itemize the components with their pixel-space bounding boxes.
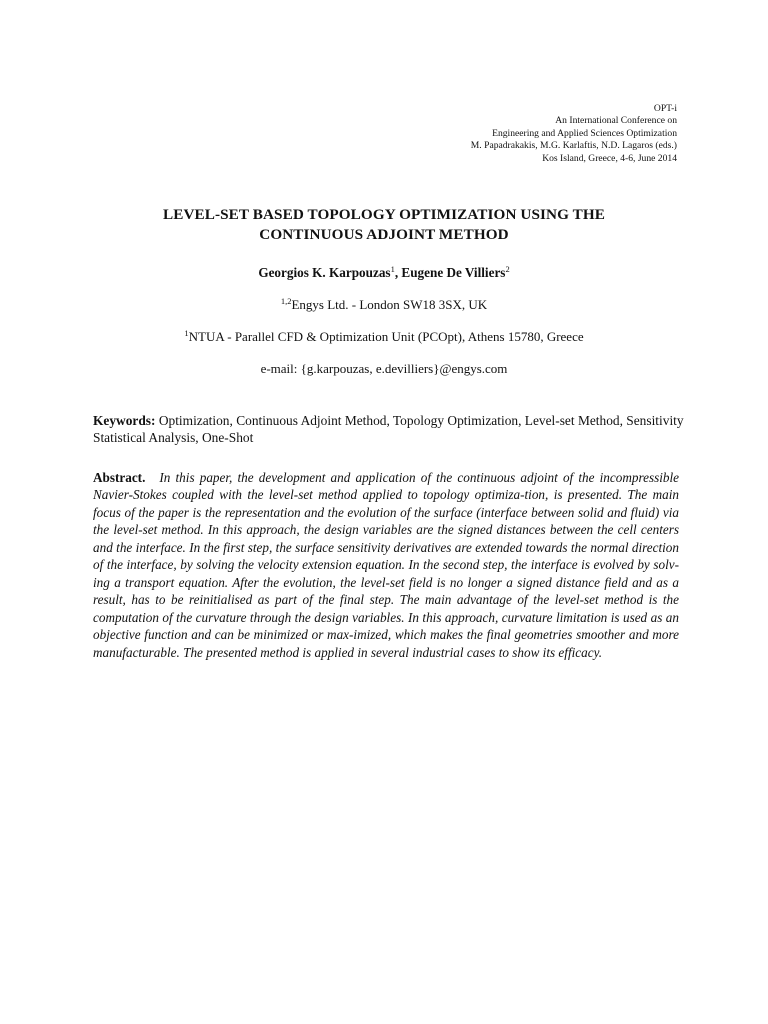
keywords-text: Optimization, Continuous Adjoint Method, Topology Optimization, Level-set Method, Sensitivity Statistical Analysis, One-Shot	[93, 413, 684, 446]
contact-email: e-mail: {g.karpouzas, e.devilliers}@engys.com	[260, 361, 508, 376]
title-line-1: LEVEL-SET BASED TOPOLOGY OPTIMIZATION USING THE	[162, 206, 606, 223]
author-1: Georgios K. Karpouzas	[258, 265, 391, 280]
keywords-section	[93, 412, 698, 447]
affiliation-2-mark: 1	[184, 328, 189, 338]
author-2-affiliation-mark: 2	[505, 264, 510, 274]
conference-location-date: Kos Island, Greece, 4-6, June 2014	[542, 152, 677, 164]
paper-title	[60, 205, 708, 245]
affiliation-1	[0, 296, 768, 313]
conference-name: An International Conference on	[555, 115, 677, 127]
author-1-affiliation-mark: 1	[390, 264, 395, 274]
conference-editors: M. Papadrakakis, M.G. Karlaftis, N.D. Lagaros (eds.)	[470, 140, 677, 152]
keywords-label: Keywords:	[93, 413, 156, 428]
title-line-2: CONTINUOUS ADJOINT METHOD	[259, 226, 509, 243]
affiliation-2	[0, 328, 768, 345]
abstract-label: Abstract.	[93, 470, 146, 485]
affiliation-1-text: Engys Ltd. - London SW18 3SX, UK	[291, 297, 488, 312]
conference-header	[471, 103, 677, 165]
affiliation-1-mark: 1,2	[280, 296, 292, 306]
abstract-section	[93, 469, 679, 661]
conference-code: OPT-i	[653, 103, 677, 114]
author-list	[0, 264, 768, 281]
conference-subject: Engineering and Applied Sciences Optimization	[492, 127, 677, 139]
author-2: Eugene De Villiers	[401, 265, 506, 280]
affiliation-2-text: NTUA - Parallel CFD & Optimization Unit (PCOpt), Athens 15780, Greece	[188, 329, 584, 344]
abstract-text: In this paper, the development and application of the continuous adjoint of the incompressible Navier-Stokes coupled with the level-set method applied to topology optimiza-tion, is presented. The main focus of the paper is the representation and the evolution of the surface (interface between solid and fluid) via the level-set method. In this approach, the design variables are the signed distances between the cell centers and the interface. In the first step, the surface sensitivity derivatives are extended towards the normal direction of the interface, by solving the velocity extension equation. In the second step, the interface is evolved by solv-ing a transport equation. After the evolution, the level-set field is no longer a signed distance field and as a result, has to be reinitialised as part of the final step. The main advantage of the level-set method is the computation of the curvature through the design variables. In this approach, curvature limitation is used as an objective function and can be minimized or max-imized, which makes the final geometries smoother and more manufacturable. The presented method is applied in several industrial cases to show its efficacy.	[93, 470, 679, 660]
author-separator: ,	[394, 265, 402, 280]
